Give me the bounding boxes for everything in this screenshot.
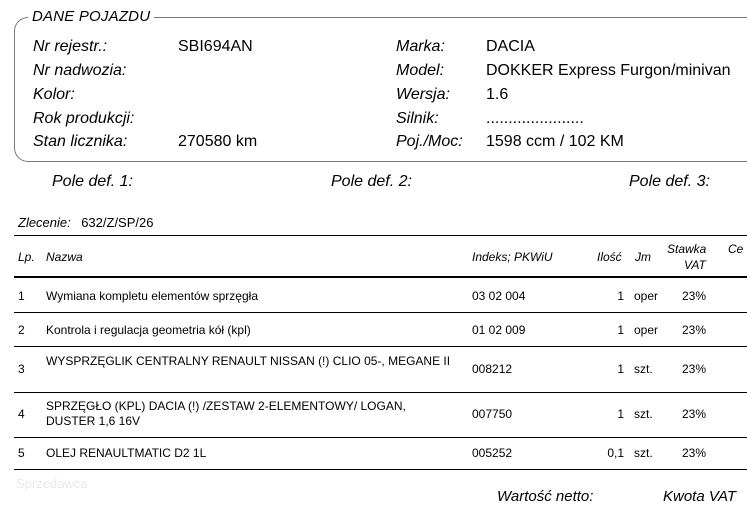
row-nazwa: OLEJ RENAULTMATIC D2 1L (46, 446, 207, 460)
col-stawka: Stawka (667, 242, 707, 256)
version-value: 1.6 (486, 86, 509, 103)
row-lp: 5 (18, 446, 25, 460)
col-jm: Jm (635, 250, 651, 264)
version-label: Wersja: (396, 86, 450, 103)
row-vat: 23% (682, 446, 707, 460)
make-value: DACIA (486, 38, 535, 55)
row-jm: szt. (634, 407, 653, 421)
engine-value: ...................... (486, 110, 584, 127)
row-indeks: 005252 (472, 446, 513, 460)
year-label: Rok produkcji: (33, 110, 135, 127)
pole-def-2: Pole def. 2: (331, 173, 412, 190)
row-nazwa: SPRZĘGŁO (KPL) DACIA (!) /ZESTAW 2-ELEMENTOWY/ LOGAN, DUSTER 1,6 16V (46, 399, 406, 428)
row-divider (14, 392, 747, 393)
col-ilosc: Ilość (597, 250, 622, 264)
row-ilosc: 0,1 (607, 446, 624, 460)
table-top-rule (14, 235, 747, 236)
capacity-value: 1598 ccm / 102 KM (486, 133, 624, 150)
row-nazwa: Kontrola i regulacja geometria kół (kpl) (46, 323, 251, 337)
row-vat: 23% (682, 323, 707, 337)
row-nazwa: WYSPRZĘGLIK CENTRALNY RENAULT NISSAN (!) CLIO 05-, MEGANE II (46, 354, 451, 368)
engine-label: Silnik: (396, 110, 439, 127)
row-indeks: 008212 (472, 362, 513, 376)
row-jm: oper (634, 289, 659, 303)
row-divider (14, 346, 747, 347)
net-value-label: Wartość netto: (497, 488, 594, 505)
col-vat: VAT (684, 258, 706, 272)
mileage-value: 270580 km (178, 133, 258, 150)
pole-def-1: Pole def. 1: (52, 173, 133, 190)
row-ilosc: 1 (617, 362, 624, 376)
make-label: Marka: (396, 38, 445, 55)
vat-amount-label: Kwota VAT (663, 488, 737, 505)
order-line (18, 214, 153, 232)
mileage-label: Stan licznika: (33, 133, 128, 150)
model-label: Model: (396, 62, 445, 79)
col-lp: Lp. (18, 250, 35, 264)
model-value: DOKKER Express Furgon/minivan (486, 62, 731, 79)
row-vat: 23% (682, 407, 707, 421)
row-vat: 23% (682, 362, 707, 376)
row-jm: oper (634, 323, 659, 337)
col-indeks: Indeks; PKWiU (472, 250, 553, 264)
row-jm: szt. (634, 362, 653, 376)
order-label: Zlecenie: (18, 215, 71, 230)
row-jm: szt. (634, 446, 653, 460)
watermark-text: Sprzedawca (16, 476, 88, 491)
reg-value: SBI694AN (178, 38, 253, 55)
row-indeks: 007750 (472, 407, 513, 421)
capacity-label: Poj./Moc: (396, 133, 463, 150)
vin-label: Nr nadwozia: (33, 62, 127, 79)
row-lp: 3 (18, 362, 25, 376)
pole-def-3: Pole def. 3: (629, 173, 710, 190)
col-cena: Ce (728, 242, 744, 256)
row-nazwa: Wymiana kompletu elementów sprzęgła (46, 289, 258, 303)
row-lp: 4 (18, 407, 25, 421)
row-lp: 1 (18, 289, 25, 303)
color-label: Kolor: (33, 86, 75, 103)
row-divider (14, 312, 747, 313)
row-divider (14, 437, 747, 438)
row-lp: 2 (18, 323, 25, 337)
row-vat: 23% (682, 289, 707, 303)
order-number: 632/Z/SP/26 (81, 215, 154, 230)
row-ilosc: 1 (617, 323, 624, 337)
col-nazwa: Nazwa (46, 250, 83, 264)
reg-label: Nr rejestr.: (33, 38, 108, 55)
row-indeks: 03 02 004 (472, 289, 526, 303)
row-indeks: 01 02 009 (472, 323, 526, 337)
row-ilosc: 1 (617, 289, 624, 303)
row-divider (14, 469, 747, 470)
table-header-rule (14, 276, 747, 278)
vehicle-box-title: DANE POJAZDU (28, 8, 154, 25)
row-ilosc: 1 (617, 407, 624, 421)
